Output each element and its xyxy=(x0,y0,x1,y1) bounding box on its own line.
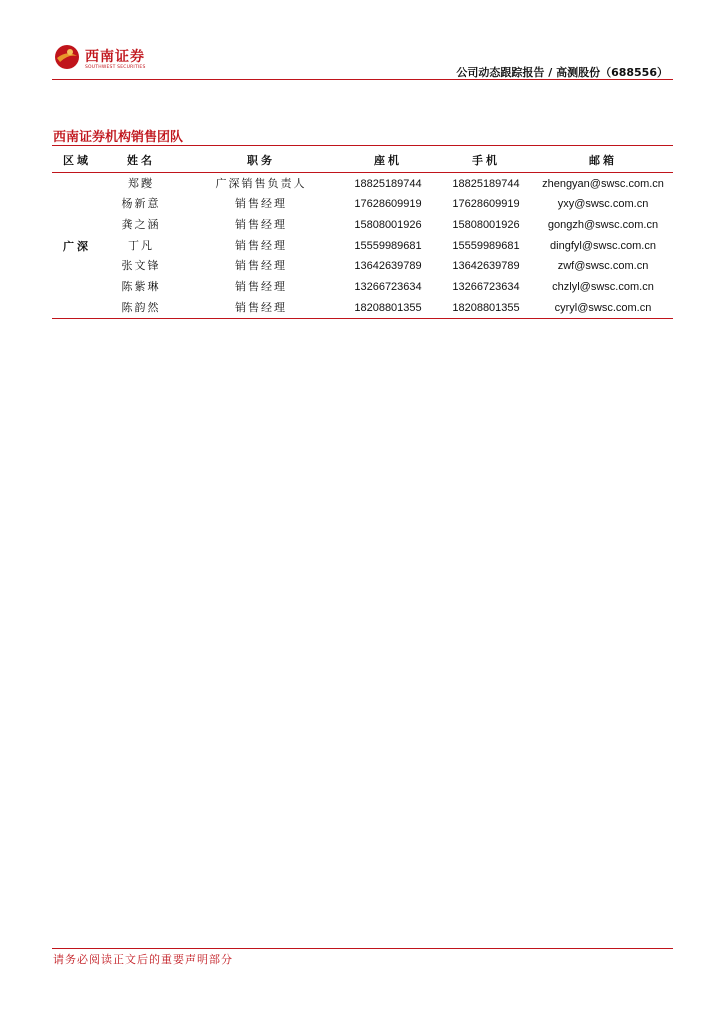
cell-landline: 17628609919 xyxy=(354,198,422,210)
cell-landline: 18208801355 xyxy=(354,302,422,314)
region-cell: 广深 xyxy=(63,240,91,253)
cell-name: 郑躞 xyxy=(128,177,154,190)
cell-email: chzlyl@swsc.com.cn xyxy=(552,281,654,293)
column-header-region: 区域 xyxy=(63,154,91,167)
cell-title: 销售经理 xyxy=(235,239,287,252)
footer-disclaimer: 请务必阅读正文后的重要声明部分 xyxy=(53,953,233,966)
logo-mark-icon xyxy=(54,44,80,70)
cell-email: yxy@swsc.com.cn xyxy=(557,198,649,210)
table-row xyxy=(0,236,724,256)
table-top-divider xyxy=(52,145,673,146)
cell-landline: 15808001926 xyxy=(354,219,422,231)
table-row xyxy=(0,215,724,235)
cell-mobile: 15559989681 xyxy=(452,240,520,252)
logo-text-cn: 西南证券 xyxy=(85,49,145,65)
cell-name: 杨新意 xyxy=(121,197,161,210)
cell-title: 销售经理 xyxy=(235,197,287,210)
cell-title: 广深销售负责人 xyxy=(215,177,307,190)
column-header-name: 姓名 xyxy=(127,154,155,167)
logo-text-en: SOUTHWEST SECURITIES xyxy=(85,65,146,70)
company-logo xyxy=(54,44,164,74)
cell-landline: 15559989681 xyxy=(354,240,422,252)
header-divider xyxy=(52,79,673,80)
column-header-mobile: 手机 xyxy=(472,154,500,167)
cell-title: 销售经理 xyxy=(235,301,287,314)
cell-mobile: 15808001926 xyxy=(452,219,520,231)
cell-email: cyryl@swsc.com.cn xyxy=(554,302,652,314)
cell-mobile: 13642639789 xyxy=(452,260,520,272)
table-row xyxy=(0,256,724,276)
table-row xyxy=(0,194,724,214)
table-row xyxy=(0,277,724,297)
table-row xyxy=(0,298,724,318)
cell-title: 销售经理 xyxy=(235,280,287,293)
table-row xyxy=(0,174,724,194)
cell-name: 张文锋 xyxy=(121,259,161,272)
cell-email: gongzh@swsc.com.cn xyxy=(547,219,659,231)
cell-email: dingfyl@swsc.com.cn xyxy=(550,240,656,252)
cell-title: 销售经理 xyxy=(235,259,287,272)
cell-mobile: 13266723634 xyxy=(452,281,520,293)
cell-landline: 13266723634 xyxy=(354,281,422,293)
cell-landline: 13642639789 xyxy=(354,260,422,272)
cell-name: 丁凡 xyxy=(128,239,154,252)
table-header-divider xyxy=(52,172,673,173)
cell-mobile: 18825189744 xyxy=(452,178,520,190)
column-header-landline: 座机 xyxy=(374,154,402,167)
cell-name: 陈韵然 xyxy=(121,301,161,314)
footer-divider xyxy=(52,948,673,949)
cell-name: 龚之涵 xyxy=(121,218,161,231)
table-bottom-divider xyxy=(52,318,673,319)
report-header-title: 公司动态跟踪报告 / 高测股份（688556） xyxy=(456,66,668,79)
cell-mobile: 17628609919 xyxy=(452,198,520,210)
cell-email: zhengyan@swsc.com.cn xyxy=(542,178,664,190)
column-header-title: 职务 xyxy=(247,154,275,167)
cell-title: 销售经理 xyxy=(235,218,287,231)
cell-email: zwf@swsc.com.cn xyxy=(557,260,649,272)
cell-mobile: 18208801355 xyxy=(452,302,520,314)
cell-landline: 18825189744 xyxy=(354,178,422,190)
cell-name: 陈紫琳 xyxy=(121,280,161,293)
column-header-email: 邮箱 xyxy=(589,154,617,167)
section-title: 西南证券机构销售团队 xyxy=(53,130,184,145)
